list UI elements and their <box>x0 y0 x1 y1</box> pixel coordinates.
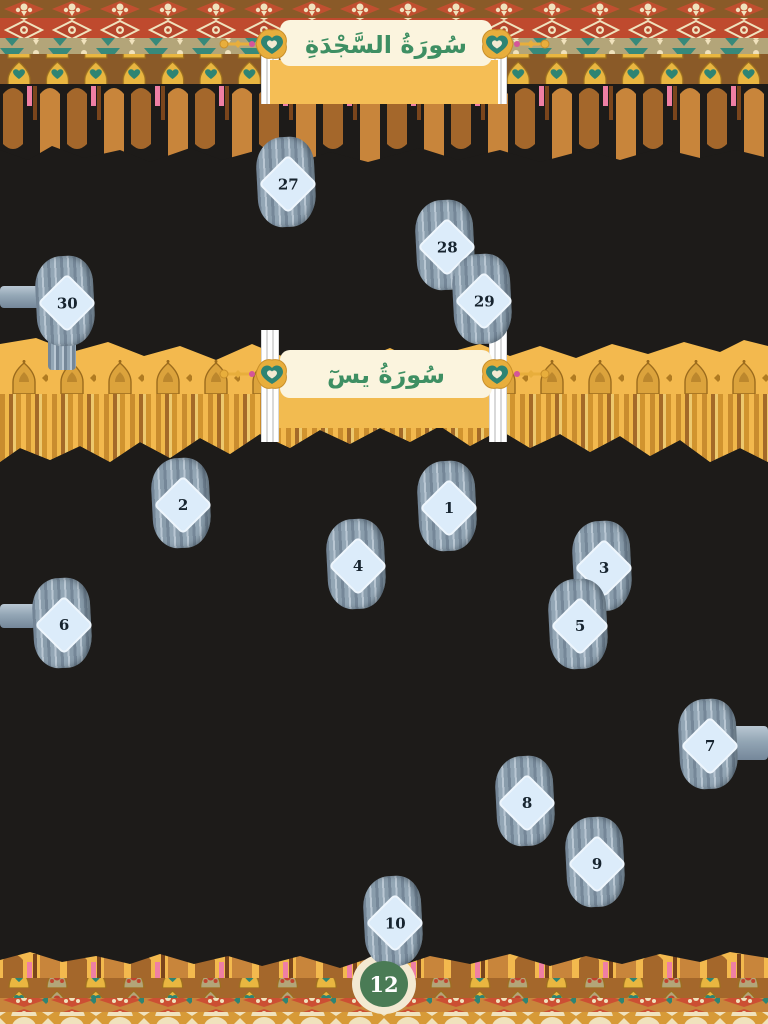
verse-marker-7[interactable] <box>678 698 738 790</box>
verse-marker-10[interactable] <box>363 875 423 967</box>
verse-number: 8 <box>521 794 533 812</box>
verse-marker-6[interactable] <box>32 577 92 669</box>
page-number-badge[interactable] <box>360 961 408 1007</box>
verse-number: 7 <box>704 737 716 755</box>
verse-number: 3 <box>598 559 610 577</box>
verse-number: 4 <box>352 557 364 575</box>
verse-marker-30[interactable] <box>35 255 95 347</box>
verse-marker-2[interactable] <box>151 457 211 549</box>
verse-number: 29 <box>473 292 495 310</box>
surah-title-as-sajdah: سُورَةُ السَّجْدَةِ <box>305 31 467 59</box>
verse-number: 2 <box>177 496 189 514</box>
verse-number: 10 <box>384 914 406 932</box>
verse-number: 9 <box>591 855 603 873</box>
verse-marker-9[interactable] <box>565 816 625 908</box>
verse-number: 27 <box>277 175 299 193</box>
verse-number: 5 <box>574 617 586 635</box>
verse-number: 30 <box>56 294 78 312</box>
verse-marker-1[interactable] <box>417 460 477 552</box>
verse-marker-8[interactable] <box>495 755 555 847</box>
verse-number: 28 <box>436 238 458 256</box>
verse-marker-29[interactable] <box>452 253 512 345</box>
verse-marker-27[interactable] <box>256 136 316 228</box>
verse-marker-4[interactable] <box>326 518 386 610</box>
verse-number: 6 <box>58 616 70 634</box>
verse-marker-bar <box>0 286 40 308</box>
verse-marker-bar <box>0 604 36 628</box>
page-number: 12 <box>369 971 399 997</box>
verse-marker-5[interactable] <box>548 578 608 670</box>
verse-number: 1 <box>443 499 455 517</box>
surah-title-ya-sin: سُورَةُ يسٓ <box>327 361 445 389</box>
